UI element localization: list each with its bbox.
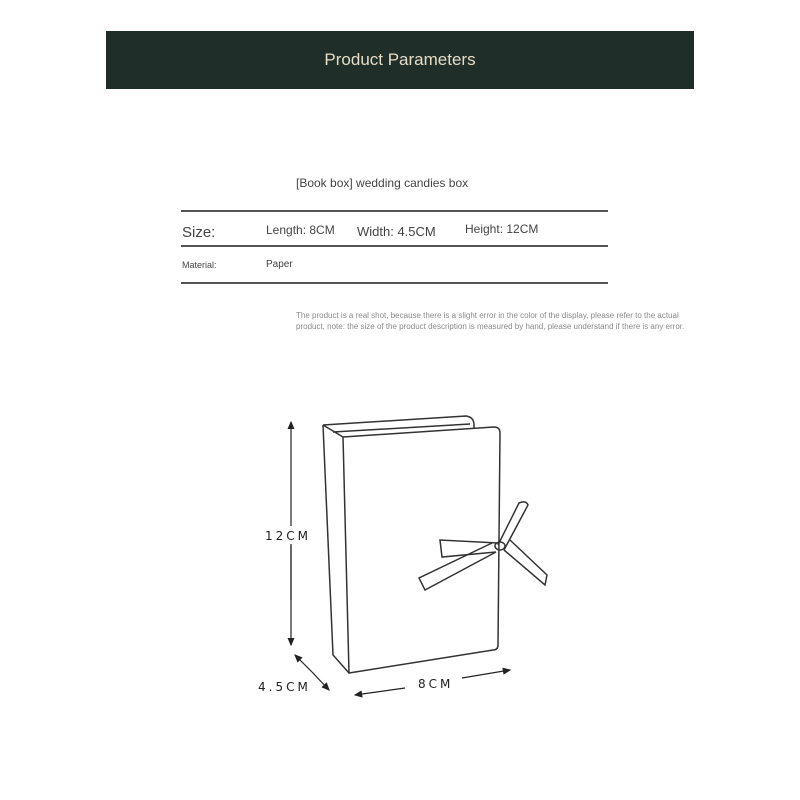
height-value: Height: 12CM bbox=[465, 222, 539, 236]
disclaimer-note: The product is a real shot, because there is a slight error in the color of the display, please refer to the actual product, note: the size of the product description is measured by hand, please understand if there is any error. bbox=[296, 311, 685, 331]
length-arrow-left bbox=[355, 688, 405, 695]
depth-arrow-down bbox=[312, 672, 329, 690]
depth-dimension-label: 4.5CM bbox=[258, 680, 311, 694]
length-value: Length: 8CM bbox=[266, 223, 335, 237]
material-value: Paper bbox=[266, 259, 293, 270]
length-arrow-right bbox=[462, 670, 510, 678]
height-dimension-label: 12CM bbox=[265, 529, 312, 543]
material-label: Material: bbox=[182, 260, 217, 270]
length-dimension-label: 8CM bbox=[418, 677, 454, 691]
width-value: Width: 4.5CM bbox=[357, 224, 436, 239]
size-label: Size: bbox=[182, 224, 216, 241]
book-box-illustration bbox=[323, 416, 547, 673]
header-title: Product Parameters bbox=[324, 50, 476, 69]
product-name: [Book box] wedding candies box bbox=[296, 176, 469, 190]
depth-arrow-up bbox=[295, 655, 312, 672]
